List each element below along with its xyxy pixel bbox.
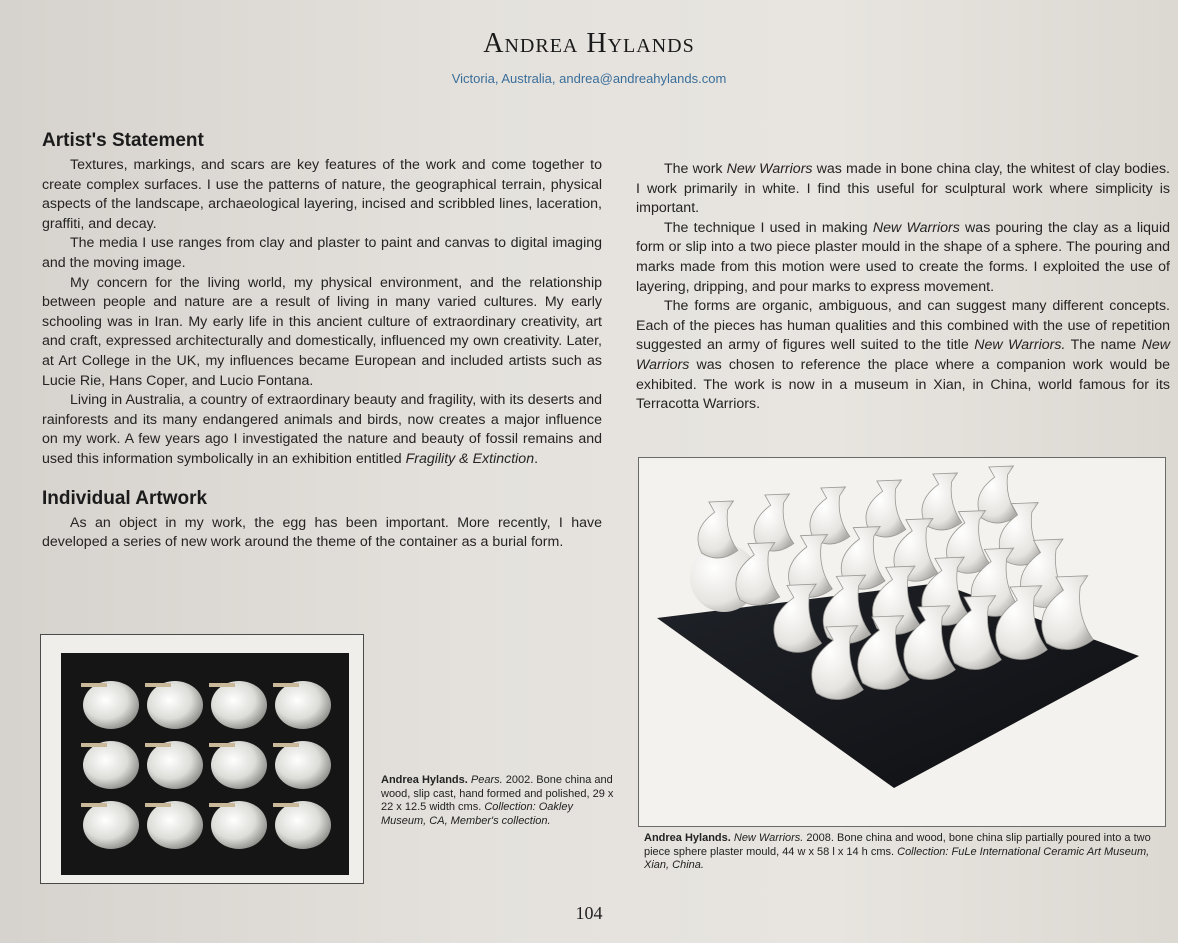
warrior-shell-figure [978,466,1018,523]
artwork-title: New Warriors [726,161,813,177]
paragraph-end: . [534,450,539,467]
text-run: The work [664,161,727,177]
text-run: The name [1065,337,1142,354]
artwork-paragraph-1: As an object in my work, the egg has been important. More recently, I have developed a series of new work around the theme of the container as a burial form. [42,514,602,551]
pears-sculpture-image [61,653,349,875]
text-run: The technique I used in making [664,219,873,236]
caption-title: New Warriors. [733,832,804,844]
new-warriors-caption [644,832,1176,873]
left-column [42,130,602,553]
page-number: 104 [575,903,603,923]
pears-photo-backdrop [61,653,349,875]
caption-details: 2008. Bone china and wood, bone china slip partially poured into a two piece sphere plaster mould, 44 w x 58 l x 14 h cms. [644,832,1151,858]
right-column [636,160,1170,415]
text-run: The forms are organic, ambiguous, and can suggest many different concepts. Each of the pieces has human qualities and this combined with the use of repetition suggested an army of figures well suited to the title [636,298,1170,354]
right-paragraph-3 [636,297,1170,415]
statement-paragraph-1: Textures, markings, and scars are key features of the work and come together to create complex surfaces. I use the patterns of nature, the geographical terrain, physical aspects of the landscape, archaeological layering, incised and scribbled lines, laceration, graffiti, and decay. [42,157,602,232]
statement-paragraph-4 [42,391,602,469]
caption-title: Pears. [470,774,503,786]
artist-location-email: Victoria, Australia, andrea@andreahylands.com [451,71,727,86]
caption-artist: Andrea Hylands. [381,774,468,786]
exhibition-title: Fragility & Extinction [405,450,535,467]
pears-photo [40,634,364,884]
caption-collection: Collection: Oakley Museum, CA, Member's collection. [381,801,573,827]
page-title: Andrea Hylands [483,28,695,59]
caption-artist: Andrea Hylands. [644,832,731,844]
right-paragraph-1 [636,160,1170,219]
artwork-title: New Warriors [872,219,960,236]
artwork-title: New Warriors. [974,337,1066,354]
warrior-shell-figure [698,501,738,558]
new-warriors-sculpture-image [639,458,1165,826]
right-paragraph-2 [636,219,1170,297]
text-run: was chosen to reference the place where a companion work would be exhibited. The work is now in a museum in Xian, in China, world famous for its Terracotta Warriors. [636,356,1170,413]
artwork-heading: Individual Artwork [42,487,208,509]
artwork-title: New Warriors [636,337,1170,373]
statement-paragraph-3: My concern for the living world, my physical environment, and the relationship between people and nature are a result of living in many varied cultures. My early schooling was in Iran. My early life in this ancient culture of extraordinary creativity, art and craft, expressed architecturally and domestically, influenced my own creativity. Later, at Art College in the UK, my influences became European and included artists such as Lucie Rie, Hans Coper, and Lucio Fontana. [42,274,602,389]
caption-details: 2002. Bone china and wood, slip cast, hand formed and polished, 29 x 22 x 12.5 width cms. [381,774,614,813]
text-run: was pouring the clay as a liquid form or slip into a two piece plaster mould in the shape of a sphere. The pouring and marks made from this motion were used to create the forms. I exploited the use of layering, dripping, and pour marks to express movement. [636,219,1170,295]
new-warriors-photo [638,457,1166,827]
statement-heading: Artist's Statement [42,130,204,151]
text-run: was made in bone china clay, the whitest of clay bodies. I work primarily in white. I find this useful for sculptural work where simplicity is important. [636,161,1170,217]
caption-collection: Collection: FuLe International Ceramic Art Museum, Xian, China. [644,845,1150,871]
paragraph-text: Living in Australia, a country of extraordinary beauty and fragility, with its deserts and rainforests and its many endangered animals and birds, now creates a major influence on my work. A few years ago I investigated the nature and beauty of fossil remains and used this information symbolically in an exhibition entitled [42,392,602,467]
statement-paragraph-2: The media I use ranges from clay and plaster to paint and canvas to digital imaging and the moving image. [42,235,602,271]
pears-caption [381,774,617,828]
